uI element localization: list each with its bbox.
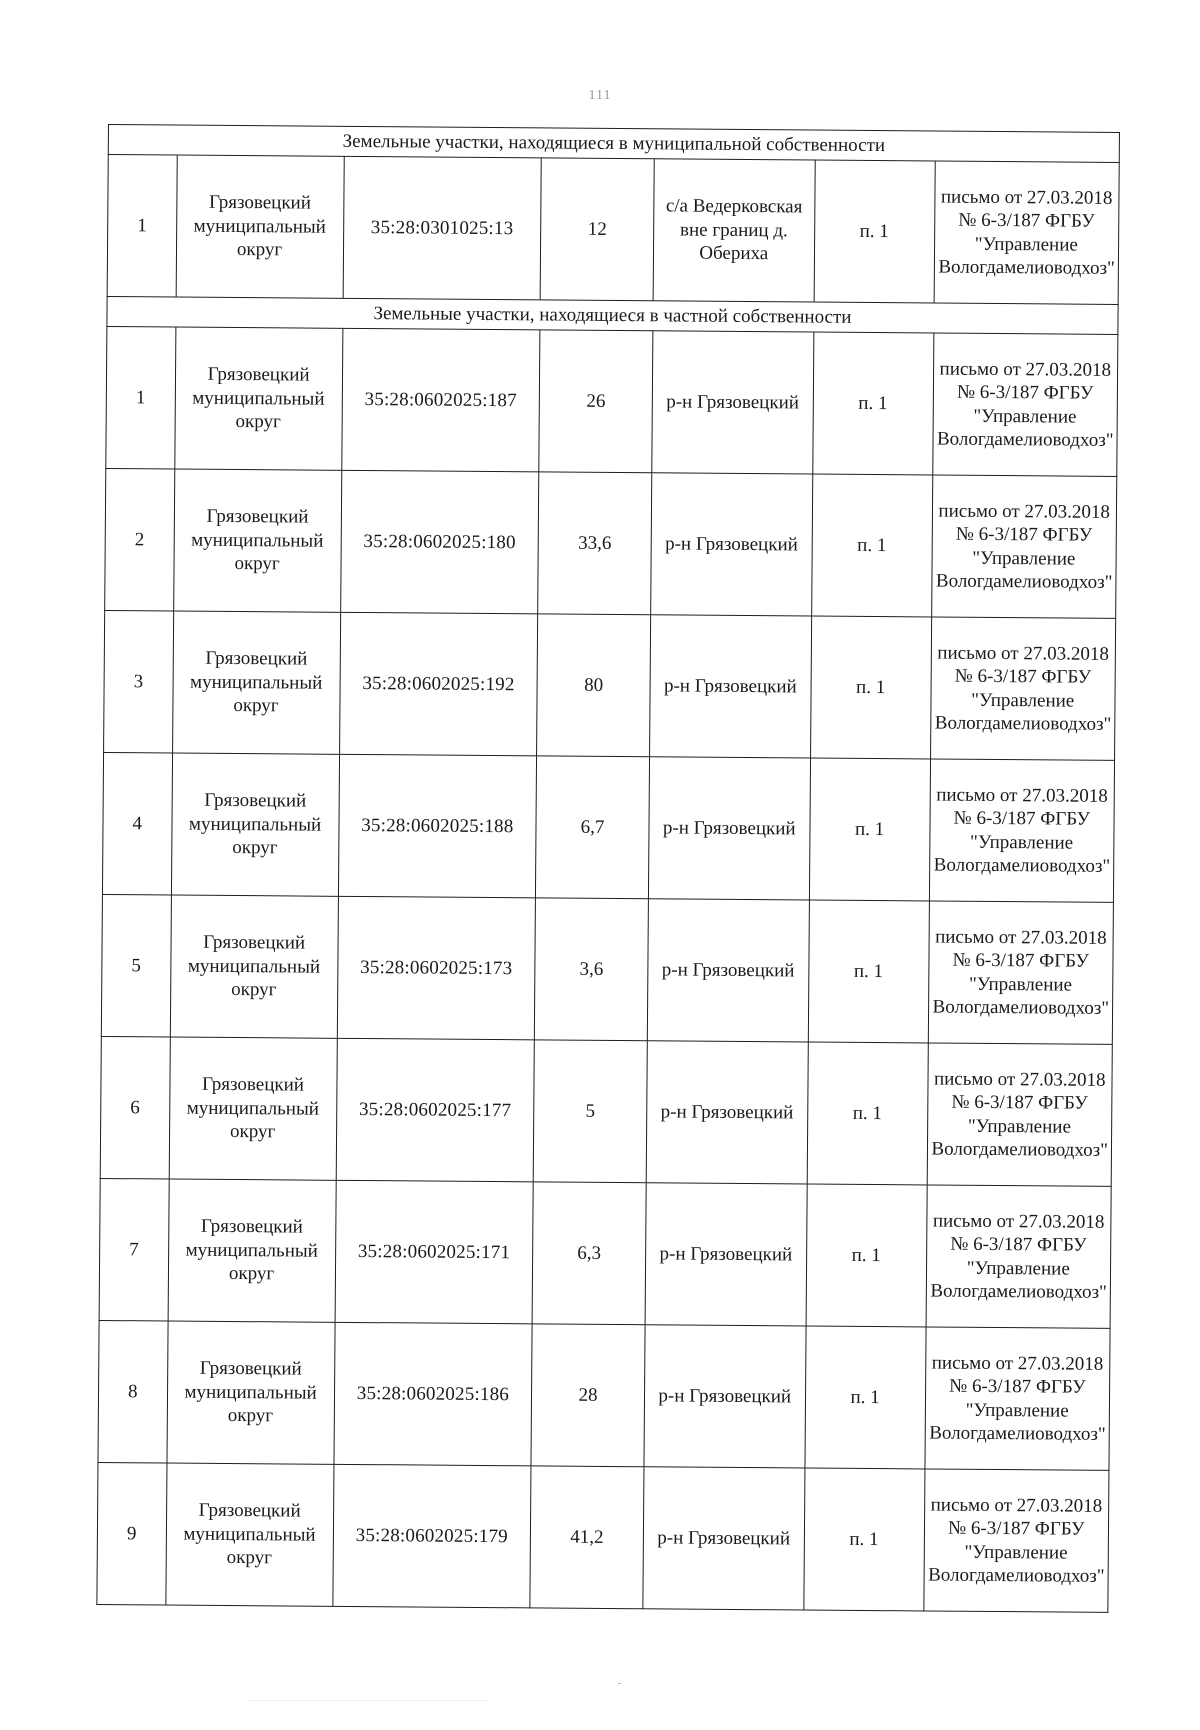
row-number: 1 xyxy=(107,155,177,298)
row-number: 2 xyxy=(105,468,175,611)
clause-cell: п. 1 xyxy=(805,1326,926,1469)
table-row xyxy=(99,1178,1111,1328)
table-body xyxy=(97,125,1120,1613)
district-cell: Грязовецкий муниципальный округ xyxy=(169,1037,337,1180)
district-cell: Грязовецкий муниципальный округ xyxy=(176,155,344,298)
cadastral-number-cell: 35:28:0602025:192 xyxy=(339,612,538,756)
area-cell: 3,6 xyxy=(535,898,649,1041)
district-cell: Грязовецкий муниципальный округ xyxy=(172,611,340,754)
area-cell: 80 xyxy=(537,614,651,757)
clause-cell: п. 1 xyxy=(812,332,933,475)
table-row xyxy=(102,752,1114,902)
location-cell: р-н Грязовецкий xyxy=(652,331,814,474)
clause-cell: п. 1 xyxy=(811,474,932,617)
row-number: 3 xyxy=(104,610,174,753)
district-cell: Грязовецкий муниципальный округ xyxy=(165,1463,333,1606)
page-number: 111 xyxy=(588,88,612,103)
basis-cell: письмо от 27.03.2018 № 6-3/187 ФГБУ "Управление Вологдамелиоводхоз" xyxy=(923,1469,1109,1612)
district-cell: Грязовецкий муниципальный округ xyxy=(167,1321,335,1464)
basis-cell: письмо от 27.03.2018 № 6-3/187 ФГБУ "Управление Вологдамелиоводхоз" xyxy=(932,333,1118,476)
table-row xyxy=(105,468,1117,618)
district-cell: Грязовецкий муниципальный округ xyxy=(173,469,341,612)
land-plots-table xyxy=(96,124,1120,1613)
row-number: 6 xyxy=(100,1036,170,1179)
area-cell: 41,2 xyxy=(530,1466,644,1609)
section-title: Земельные участки, находящиеся в частной собственности xyxy=(107,296,1118,334)
cadastral-number-cell: 35:28:0602025:179 xyxy=(332,1464,531,1608)
basis-cell: письмо от 27.03.2018 № 6-3/187 ФГБУ "Управление Вологдамелиоводхоз" xyxy=(931,475,1117,618)
basis-cell: письмо от 27.03.2018 № 6-3/187 ФГБУ "Управление Вологдамелиоводхоз" xyxy=(927,1043,1113,1186)
location-cell: р-н Грязовецкий xyxy=(643,1467,805,1610)
table-row xyxy=(101,894,1113,1044)
location-cell: р-н Грязовецкий xyxy=(648,757,810,900)
basis-cell: письмо от 27.03.2018 № 6-3/187 ФГБУ "Управление Вологдамелиоводхоз" xyxy=(929,759,1115,902)
clause-cell: п. 1 xyxy=(804,1468,925,1611)
clause-cell: п. 1 xyxy=(808,900,929,1043)
cadastral-number-cell: 35:28:0602025:171 xyxy=(335,1180,534,1324)
area-cell: 12 xyxy=(540,158,654,301)
basis-cell: письмо от 27.03.2018 № 6-3/187 ФГБУ "Управление Вологдамелиоводхоз" xyxy=(926,1185,1112,1328)
clause-cell: п. 1 xyxy=(809,758,930,901)
section-title: Земельные участки, находящиеся в муниципальной собственности xyxy=(108,125,1119,163)
clause-cell: п. 1 xyxy=(814,160,935,303)
scan-artifact xyxy=(250,1700,490,1704)
location-cell: р-н Грязовецкий xyxy=(651,473,813,616)
clause-cell: п. 1 xyxy=(806,1184,927,1327)
location-cell: р-н Грязовецкий xyxy=(645,1183,807,1326)
area-cell: 5 xyxy=(533,1040,647,1183)
district-cell: Грязовецкий муниципальный округ xyxy=(171,753,339,896)
table-row xyxy=(97,1462,1109,1612)
area-cell: 26 xyxy=(539,330,653,473)
table-row xyxy=(104,610,1116,760)
row-number: 7 xyxy=(99,1178,169,1321)
district-cell: Грязовецкий муниципальный округ xyxy=(168,1179,336,1322)
cadastral-number-cell: 35:28:0602025:186 xyxy=(334,1322,533,1466)
area-cell: 28 xyxy=(531,1324,645,1467)
location-cell: р-н Грязовецкий xyxy=(647,899,809,1042)
cadastral-number-cell: 35:28:0602025:177 xyxy=(336,1038,535,1182)
location-cell: р-н Грязовецкий xyxy=(646,1041,808,1184)
cadastral-number-cell: 35:28:0602025:180 xyxy=(340,470,539,614)
clause-cell: п. 1 xyxy=(807,1042,928,1185)
basis-cell: письмо от 27.03.2018 № 6-3/187 ФГБУ "Управление Вологдамелиоводхоз" xyxy=(934,161,1120,304)
district-cell: Грязовецкий муниципальный округ xyxy=(174,327,342,470)
table-row xyxy=(100,1036,1112,1186)
clause-cell: п. 1 xyxy=(810,616,931,759)
basis-cell: письмо от 27.03.2018 № 6-3/187 ФГБУ "Управление Вологдамелиоводхоз" xyxy=(930,617,1116,760)
area-cell: 6,3 xyxy=(532,1182,646,1325)
location-cell: р-н Грязовецкий xyxy=(644,1325,806,1468)
district-cell: Грязовецкий муниципальный округ xyxy=(170,895,338,1038)
basis-cell: письмо от 27.03.2018 № 6-3/187 ФГБУ "Управление Вологдамелиоводхоз" xyxy=(924,1327,1110,1470)
row-number: 9 xyxy=(97,1462,167,1605)
row-number: 8 xyxy=(98,1320,168,1463)
area-cell: 6,7 xyxy=(536,756,650,899)
row-number: 4 xyxy=(102,752,172,895)
table-row xyxy=(106,326,1118,476)
row-number: 1 xyxy=(106,326,176,469)
cadastral-number-cell: 35:28:0301025:13 xyxy=(343,156,542,300)
table-row xyxy=(107,155,1119,305)
basis-cell: письмо от 27.03.2018 № 6-3/187 ФГБУ "Управление Вологдамелиоводхоз" xyxy=(928,901,1114,1044)
row-number: 5 xyxy=(101,894,171,1037)
cadastral-number-cell: 35:28:0602025:173 xyxy=(337,896,536,1040)
area-cell: 33,6 xyxy=(538,472,652,615)
scan-artifact xyxy=(618,1683,621,1684)
cadastral-number-cell: 35:28:0602025:188 xyxy=(338,754,537,898)
location-cell: с/а Ведерковская вне границ д. Обериха xyxy=(653,159,815,302)
table-row xyxy=(98,1320,1110,1470)
location-cell: р-н Грязовецкий xyxy=(649,615,811,758)
cadastral-number-cell: 35:28:0602025:187 xyxy=(341,328,540,472)
